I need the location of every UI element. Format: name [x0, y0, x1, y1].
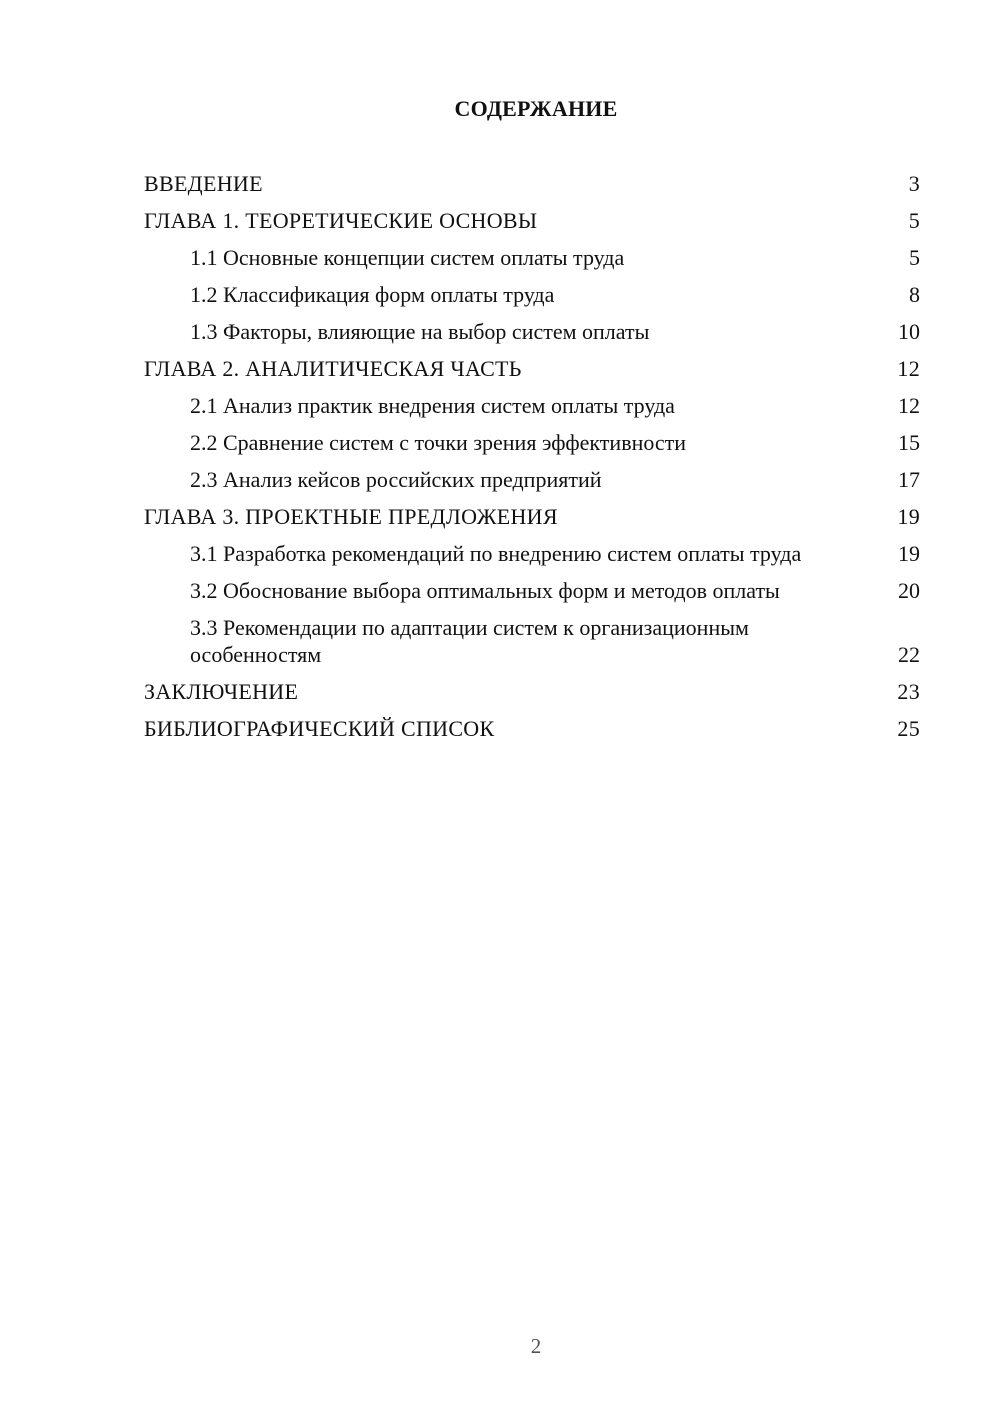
toc-entry-label: 3.3 Рекомендации по адаптации систем к организационным особенностям: [190, 615, 749, 667]
toc-entry-label: 3.1 Разработка рекомендаций по внедрению систем оплаты труда: [190, 541, 802, 566]
toc-entry-conclusion: [144, 678, 920, 705]
toc-entry-section-2-2: [144, 429, 920, 456]
toc-entry-page: 5: [908, 208, 920, 233]
toc-entry-section-2-1: [144, 392, 920, 419]
toc-entry-label: 3.2 Обоснование выбора оптимальных форм и методов оплаты: [190, 578, 780, 603]
toc-entry-page: 19: [898, 541, 920, 566]
toc-entry-chapter-2: [144, 355, 920, 382]
toc-title: СОДЕРЖАНИЕ: [454, 96, 618, 121]
toc-entry-label: 1.3 Факторы, влияющие на выбор систем оплаты: [190, 319, 650, 344]
toc-entry-label: ГЛАВА 1. ТЕОРЕТИЧЕСКИЕ ОСНОВЫ: [144, 208, 538, 233]
toc-entry-page: 12: [897, 356, 920, 381]
toc-entry-chapter-3: [144, 503, 920, 530]
table-of-contents: [144, 170, 920, 752]
toc-entry-page: 22: [898, 642, 920, 667]
toc-entry-section-1-2: [144, 281, 920, 308]
toc-entry-label: 1.2 Классификация форм оплаты труда: [190, 282, 555, 307]
toc-entry-page: 10: [898, 319, 920, 344]
toc-entry-section-3-1: [144, 540, 920, 567]
toc-entry-label: ГЛАВА 2. АНАЛИТИЧЕСКАЯ ЧАСТЬ: [144, 356, 522, 381]
toc-entry-page: 17: [898, 467, 920, 492]
toc-entry-page: 23: [897, 679, 920, 704]
toc-entry-label: ГЛАВА 3. ПРОЕКТНЫЕ ПРЕДЛОЖЕНИЯ: [144, 504, 558, 529]
toc-entry-page: 12: [898, 393, 920, 418]
toc-entry-introduction: [144, 170, 920, 197]
toc-entry-page: 25: [897, 716, 920, 741]
toc-entry-label: 2.3 Анализ кейсов российских предприятий: [190, 467, 602, 492]
toc-entry-label: 2.2 Сравнение систем с точки зрения эффективности: [190, 430, 687, 455]
toc-entry-chapter-1: [144, 207, 920, 234]
toc-entry-label: 2.1 Анализ практик внедрения систем оплаты труда: [190, 393, 675, 418]
toc-entry-section-1-1: [144, 244, 920, 271]
toc-entry-section-1-3: [144, 318, 920, 345]
page-number: 2: [530, 1334, 542, 1358]
toc-entry-label: ЗАКЛЮЧЕНИЕ: [144, 679, 299, 704]
toc-entry-label: ВВЕДЕНИЕ: [144, 171, 263, 196]
toc-entry-page: 15: [898, 430, 920, 455]
toc-entry-section-3-2: [144, 577, 920, 604]
toc-entry-page: 3: [908, 171, 920, 196]
toc-entry-page: 20: [898, 578, 920, 603]
toc-entry-bibliography: [144, 715, 920, 742]
toc-entry-page: 19: [897, 504, 920, 529]
toc-entry-section-2-3: [144, 466, 920, 493]
toc-entry-page: 8: [909, 282, 920, 307]
toc-entry-label: 1.1 Основные концепции систем оплаты труда: [190, 245, 625, 270]
toc-entry-section-3-3: [144, 614, 920, 668]
toc-entry-label: БИБЛИОГРАФИЧЕСКИЙ СПИСОК: [144, 716, 495, 741]
toc-entry-page: 5: [909, 245, 920, 270]
